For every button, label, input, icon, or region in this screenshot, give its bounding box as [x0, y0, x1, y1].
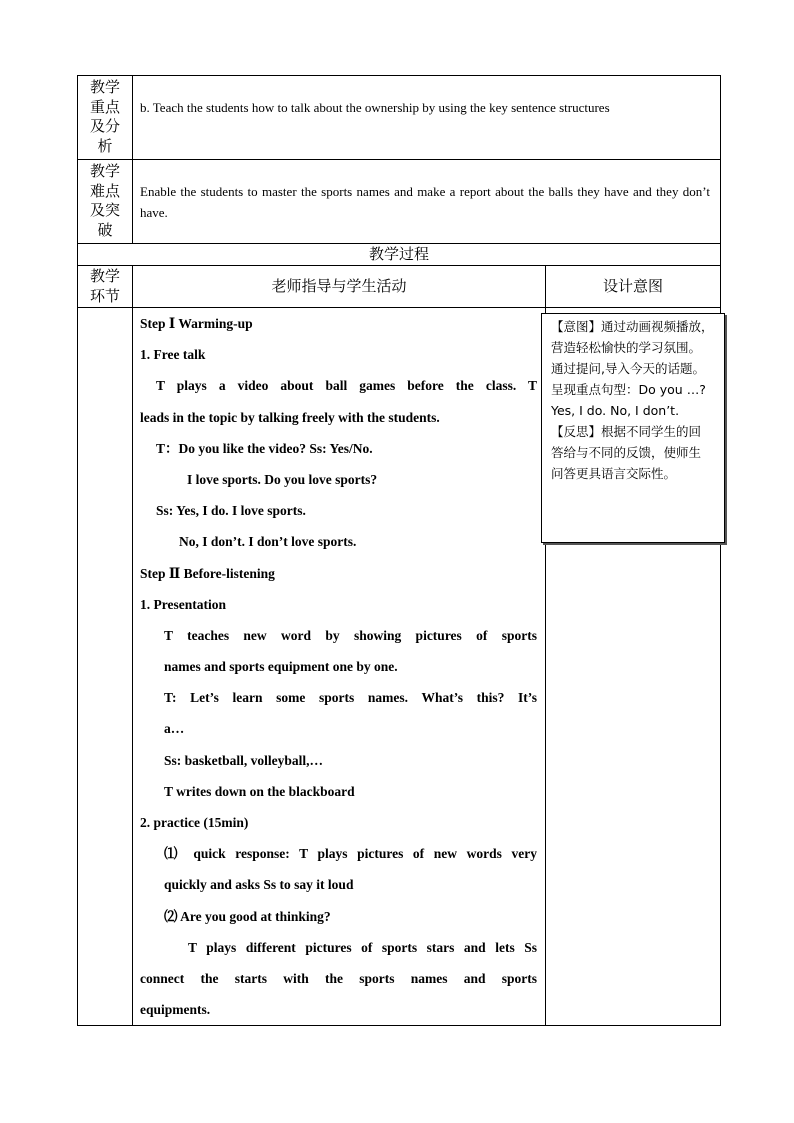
- activity-column-header: 老师指导与学生活动: [271, 277, 407, 295]
- intent-note-line: 营造轻松愉快的学习氛围。: [551, 340, 702, 355]
- table-border-top: [77, 75, 721, 76]
- intent-note-line: 通过提问,导入今天的话题。: [551, 361, 705, 376]
- activity-line: leads in the topic by talking freely with the students.: [140, 409, 440, 425]
- intent-note-line: 问答更具语言交际性。: [551, 466, 677, 481]
- intent-note-line: 答给与不同的反馈，使师生: [551, 445, 702, 460]
- activity-line: T: Let’s learn some sports names. What’s this? It’s: [164, 690, 537, 706]
- intent-note-line: Yes, I do. No, I don’t.: [551, 403, 680, 418]
- focus-label-line: 教学: [89, 78, 120, 96]
- intent-column-header: 设计意图: [602, 277, 663, 295]
- difficulty-label-line: 破: [97, 220, 113, 239]
- activity-line: T plays different pictures of sports stars and lets Ss: [188, 939, 537, 955]
- focus-label-line: 重点: [89, 97, 120, 116]
- stage-header-line: 环节: [89, 286, 120, 305]
- label-column-divider-top: [132, 75, 133, 243]
- activity-line: No, I don’t. I don’t love sports.: [179, 534, 357, 550]
- difficulty-label-line: 教学: [89, 162, 120, 180]
- activity-line: names and sports equipment one by one.: [164, 659, 398, 675]
- activity-line: Ss: basketball, volleyball,…: [164, 752, 324, 768]
- stage-column-header: [78, 267, 132, 306]
- difficulty-label-line: 及突: [89, 201, 120, 219]
- activity-content: [140, 308, 537, 1025]
- activity-line: Ss: Yes, I do. I love sports.: [156, 503, 306, 519]
- table-border-right: [720, 75, 721, 1026]
- activity-line: T writes down on the blackboard: [164, 783, 355, 799]
- activity-line: quickly and asks Ss to say it loud: [164, 877, 354, 893]
- focus-text: b. Teach the students how to talk about the ownership by using the key sentence structures: [140, 100, 610, 115]
- stage-header-line: 教学: [89, 267, 120, 285]
- intent-note-line: 【反思】根据不同学生的回: [551, 424, 702, 439]
- activity-line: T plays a video about ball games before the class. T: [156, 378, 537, 394]
- activity-line: I love sports. Do you love sports?: [187, 471, 378, 487]
- row-divider-1: [77, 159, 721, 160]
- activity-line: ⑴ quick response: T plays pictures of new words very: [164, 846, 537, 862]
- activity-line: T teaches new word by showing pictures of sports: [164, 627, 537, 643]
- activity-line: a…: [164, 721, 185, 737]
- activity-line: Step Ⅰ Warming-up: [140, 316, 253, 331]
- activity-line: 1. Presentation: [140, 596, 226, 612]
- intent-note-box: [541, 313, 725, 543]
- activity-line: 2. practice (15min): [140, 815, 249, 830]
- focus-label: [78, 78, 132, 156]
- activity-line: Step Ⅱ Before-listening: [140, 565, 275, 581]
- difficulty-label-line: 难点: [89, 181, 120, 200]
- activity-line: ⑵ Are you good at thinking?: [164, 908, 331, 924]
- label-column-divider-bottom: [132, 265, 133, 1026]
- activity-line: equipments.: [140, 1002, 211, 1018]
- difficulty-label: [78, 162, 132, 240]
- process-title: 教学过程: [368, 245, 429, 263]
- intent-note-line: 呈现重点句型：Do you …?: [551, 382, 706, 397]
- focus-label-line: 析: [97, 136, 113, 155]
- activity-line: T：Do you like the video? Ss: Yes/No.: [156, 440, 373, 456]
- activity-line: connect the starts with the sports names and sports: [140, 970, 537, 986]
- difficulty-text: Enable the students to master the sports names and make a report about the balls they have and they don’t have.: [140, 184, 710, 220]
- activity-line: 1. Free talk: [140, 347, 206, 363]
- intent-note-line: 【意图】通过动画视频播放，: [551, 319, 714, 334]
- focus-label-line: 及分: [89, 117, 120, 135]
